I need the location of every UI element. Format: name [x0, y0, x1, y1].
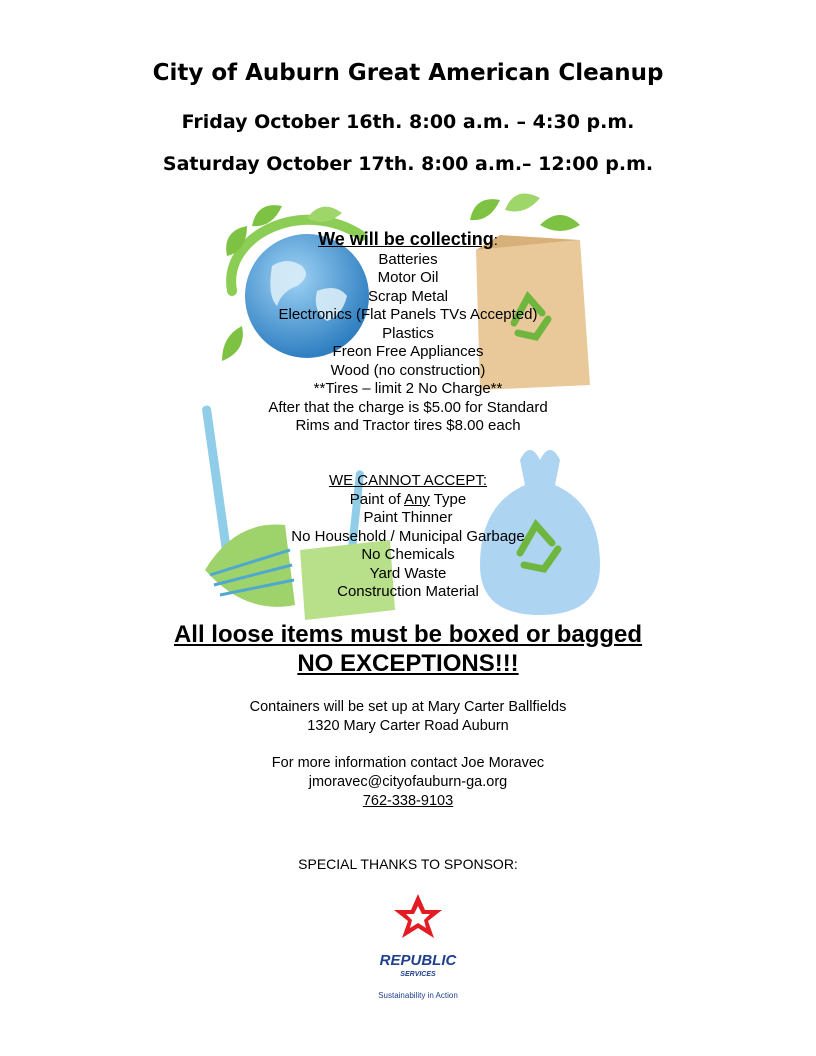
logo-subtext: SERVICES [400, 971, 436, 978]
list-item: **Tires – limit 2 No Charge** [313, 380, 503, 397]
saturday-hours: Saturday October 17th. 8:00 a.m.– 12:00 p.m. [162, 153, 654, 175]
collecting-section [0, 228, 816, 436]
contact-email[interactable]: jmoravec@cityofauburn-ga.org [308, 774, 508, 790]
list-item: Paint of Any Type [349, 490, 467, 508]
list-item: Paint Thinner [363, 509, 453, 526]
list-item: After that the charge is $5.00 for Standard [268, 398, 548, 416]
notice-line-2: NO EXCEPTIONS!!! [297, 650, 519, 677]
list-item: Yard Waste [369, 564, 447, 582]
collecting-heading: We will be collecting: [318, 229, 498, 249]
location-block [0, 698, 816, 736]
list-item: Batteries [378, 250, 438, 268]
not-accepted-section [0, 472, 816, 602]
list-item: Freon Free Appliances [332, 343, 484, 360]
logo-text: REPUBLIC [379, 952, 457, 969]
list-item: Scrap Metal [367, 287, 449, 305]
contact-block [0, 754, 816, 811]
location-line-2: 1320 Mary Carter Road Auburn [307, 718, 509, 734]
notice-line-1: All loose items must be boxed or bagged [173, 621, 643, 648]
contact-phone[interactable]: 762-338-9103 [362, 793, 454, 809]
list-item: Construction Material [337, 583, 479, 600]
friday-hours: Friday October 16th. 8:00 a.m. – 4:30 p.m. [181, 111, 635, 133]
page-title: City of Auburn Great American Cleanup [152, 60, 664, 86]
list-item: Rims and Tractor tires $8.00 each [295, 417, 521, 434]
republic-services-logo [360, 892, 480, 1004]
logo-tagline: Sustainability in Action [378, 991, 458, 1000]
location-line-1: Containers will be set up at Mary Carter Ballfields [249, 699, 567, 715]
contact-line: For more information contact Joe Moravec [271, 755, 545, 771]
list-item: Plastics [382, 324, 434, 342]
list-item: Motor Oil [377, 269, 439, 286]
sponsor-label: SPECIAL THANKS TO SPONSOR: [298, 856, 518, 872]
not-accepted-heading: WE CANNOT ACCEPT: [328, 472, 488, 489]
notice-block [0, 620, 816, 678]
list-item: No Household / Municipal Garbage [291, 527, 525, 545]
list-item: No Chemicals [361, 546, 455, 563]
list-item: Wood (no construction) [330, 361, 486, 379]
list-item: Electronics (Flat Panels TVs Accepted) [278, 306, 538, 323]
